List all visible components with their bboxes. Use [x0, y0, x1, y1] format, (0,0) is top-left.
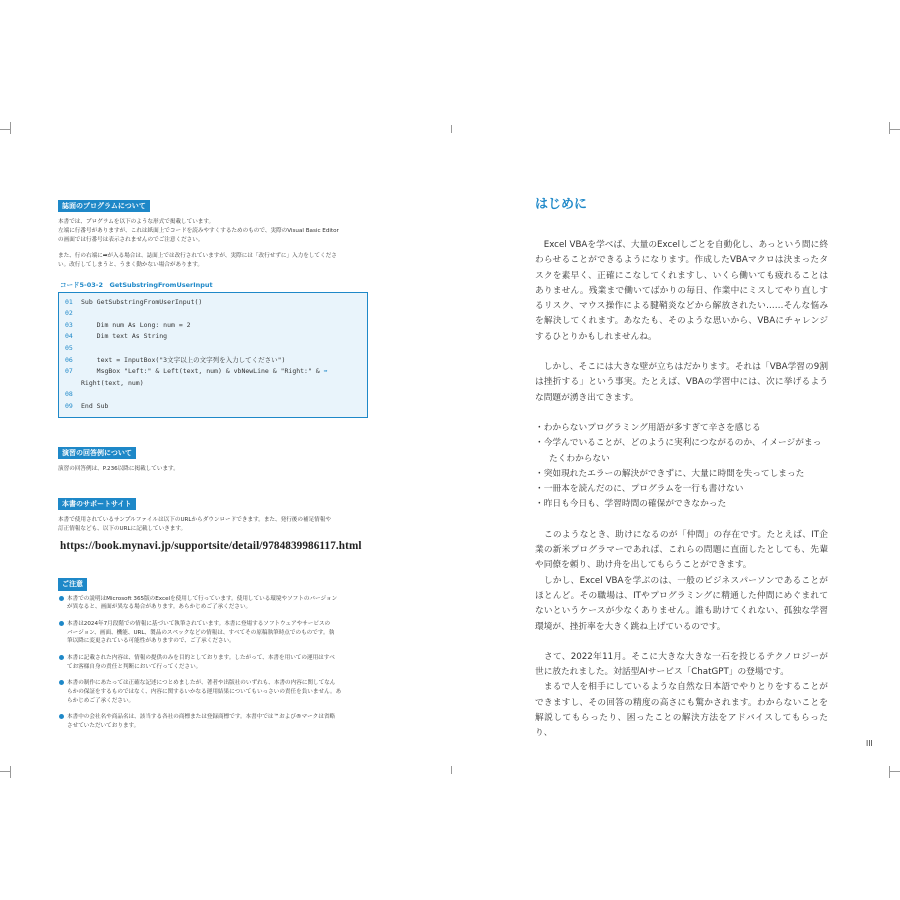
code-text: End Sub — [81, 402, 109, 411]
support-site-section — [58, 491, 384, 553]
program-format-section — [58, 193, 384, 270]
code-caption: コード5-03-2 GetSubstringFromUserInput — [60, 280, 213, 289]
list-item: 本書は2024年7月段階での情報に基づいて執筆されています。本書に登場するソフトウェアやサービスの バージョン、画面、機能、URL、製品のスペックなどの情報は、すべてその原稿執筆時点でのものです。執 筆以降に変更されている可能性がありますので、ご了承ください。 — [58, 620, 384, 646]
section-text: また、行の右端に➡が入る場合は、誌面上では改行されていますが、実際には「改行せずに」入力をしてくださ — [58, 253, 337, 260]
section-text: 本書では、プログラムを以下のような形式で掲載しています。 — [58, 219, 215, 226]
line-number: 04 — [65, 332, 73, 341]
paragraph: さて、2022年11月。そこに大きな大きな一石を投じるテクノロジーが世に放たれました。対話型AIサービス「ChatGPT」の登場です。 — [535, 651, 828, 678]
continuation-arrow-icon: ➡ — [323, 367, 328, 376]
page-number: III — [866, 739, 873, 748]
code-text: Right(text, num) — [81, 378, 144, 387]
crop-mark — [889, 122, 890, 134]
section-text: 訂正情報なども、以下のURLに記載していきます。 — [58, 525, 187, 532]
section-text: 本書で使用されているサンプルファイルは以下のURLからダウンロードできます。また、発行後の補足情報や — [58, 517, 331, 524]
code-line — [65, 389, 361, 401]
code-line — [65, 331, 361, 343]
code-line — [65, 320, 361, 332]
code-line — [65, 366, 361, 378]
section-badge: 演習の回答例について — [58, 447, 136, 459]
crop-mark — [0, 129, 10, 130]
list-item: ・今学んでいることが、どのように実利につながるのか、イメージがまったくわからない — [535, 438, 822, 464]
code-listing — [58, 292, 368, 418]
list-item: 本書中の会社名や商品名は、該当する各社の商標または登録商標です。本書中では™および®マークは省略 させていただいております。 — [58, 713, 384, 730]
line-number: 07 — [65, 367, 73, 376]
cautions-section — [58, 571, 384, 730]
bullet-icon — [59, 680, 64, 685]
paragraph: しかし、Excel VBAを学ぶのは、一般のビジネスパーソンであることがほとんど。その職場は、ITやプログラミングに精通した仲間にめぐまれてないというケースが少なくありません。誰も助けてくれない、孤独な学習環境が、挫折率を大きく跳ね上げているのです。 — [535, 575, 828, 632]
code-text: Sub GetSubstringFromUserInput() — [81, 297, 203, 306]
bullet-icon — [59, 596, 64, 601]
support-site-url[interactable]: https://book.mynavi.jp/supportsite/detail/9784839986117.html — [60, 540, 362, 553]
exercise-answers-section — [58, 440, 384, 474]
list-item: 本書の制作にあたっては正確な記述につとめましたが、著者や出版社のいずれも、本書の内容に関してなん らかの保証をするものではなく、内容に関するいかなる運用結果についてもいっさいの責任を負いません。あ らかじめご了承ください。 — [58, 679, 384, 705]
bullet-icon — [59, 714, 64, 719]
list-item: 本書での説明はMicrosoft 365版のExcelを使用して行っています。使用している環境やソフトのバージョン が異なると、画面が異なる場合があります。あらかじめご了承ください。 — [58, 595, 384, 612]
left-page — [58, 193, 384, 739]
crop-mark — [451, 125, 452, 133]
crop-mark — [890, 129, 900, 130]
crop-mark — [890, 771, 900, 772]
code-line — [65, 343, 361, 355]
line-number: 06 — [65, 355, 73, 364]
crop-mark — [889, 766, 890, 778]
code-line — [65, 297, 361, 309]
paragraph: Excel VBAを学べば、大量のExcelしごとを自動化し、あっという間に終わらせることができるようになります。作成したVBAマクロは決まったタスクを素早く、正確にこなしてくれますし、いくら働いても疲れることはありません。残業まで働いてばかりの毎日、作業中にミスしてやり直しするリスク、マウス操作による腱鞘炎などから解放されたい……そんな悩みを解決してくれます。あなたも、そのような思いから、VBAにチャレンジするひとりかもしれませんね。 — [535, 240, 828, 342]
code-text: Dim text As String — [81, 332, 168, 341]
page-title: はじめに — [535, 197, 588, 212]
line-number: 05 — [65, 344, 73, 353]
list-item: ・昨日も今日も、学習時間の確保ができなかった — [535, 499, 727, 510]
crop-mark — [0, 771, 10, 772]
section-text: い。改行してしまうと、うまく動かない場合があります。 — [58, 262, 203, 269]
line-number: 09 — [65, 402, 73, 411]
section-text: の画面では行番号は表示されませんのでご注意ください。 — [58, 236, 204, 243]
paragraph: まるで人を相手にしているような自然な日本語でやりとりをすることができますし、その回答の精度の高さにも驚かされます。わからないことを解説してもらったり、困ったことの解決方法をアドバイスしてもらったり、 — [535, 682, 828, 739]
section-text: 左端に行番号がありますが、これは紙面上でコードを読みやすくするためのもので、実際のVisual Basic Editor — [58, 228, 339, 235]
line-number: 01 — [65, 297, 73, 306]
list-item: ・突如現れたエラーの解決ができずに、大量に時間を失ってしまった — [535, 468, 805, 479]
code-line — [65, 378, 361, 390]
problem-list — [535, 421, 828, 513]
section-badge: 誌面のプログラムについて — [58, 200, 150, 212]
line-number: 08 — [65, 390, 73, 399]
crop-mark — [10, 766, 11, 778]
code-line — [65, 308, 361, 320]
line-number: 03 — [65, 320, 73, 329]
right-page — [535, 193, 828, 757]
code-text: MsgBox "Left:" & Left(text, num) & vbNewLine & "Right:" & — [81, 367, 324, 376]
section-badge: 本書のサポートサイト — [58, 498, 136, 510]
crop-mark — [10, 122, 11, 134]
code-text: Dim num As Long: num = 2 — [81, 320, 191, 329]
code-line — [65, 401, 361, 413]
bullet-icon — [59, 655, 64, 660]
code-text: text = InputBox("3文字以上の文字列を入力してください") — [81, 355, 286, 364]
list-item: ・わからないプログラミング用語が多すぎて辛さを感じる — [535, 422, 761, 433]
line-number: 02 — [65, 309, 73, 318]
section-text: 演習の回答例は、P.236以降に掲載しています。 — [58, 466, 179, 472]
code-line — [65, 355, 361, 367]
paragraph: しかし、そこには大きな壁が立ちはだかります。それは「VBA学習の9割は挫折する」という事実。たとえば、VBAの学習中には、次に挙げるような問題が湧き出てきます。 — [535, 362, 829, 403]
section-badge: ご注意 — [58, 578, 87, 590]
bullet-icon — [59, 621, 64, 626]
cautions-list — [58, 595, 384, 731]
list-item: 本書に記載された内容は、情報の提供のみを目的としております。したがって、本書を用いての運用はすべ てお客様自身の責任と判断において行ってください。 — [58, 654, 384, 671]
paragraph: このようなとき、助けになるのが「仲間」の存在です。たとえば、IT企業の新米プログラマーであれば、これらの問題に直面したとしても、先輩や同僚を頼り、助け舟を出してもらうことができます。 — [535, 529, 828, 571]
list-item: ・一冊本を読んだのに、プログラムを一行も書けない — [535, 484, 744, 495]
crop-mark — [451, 766, 452, 774]
